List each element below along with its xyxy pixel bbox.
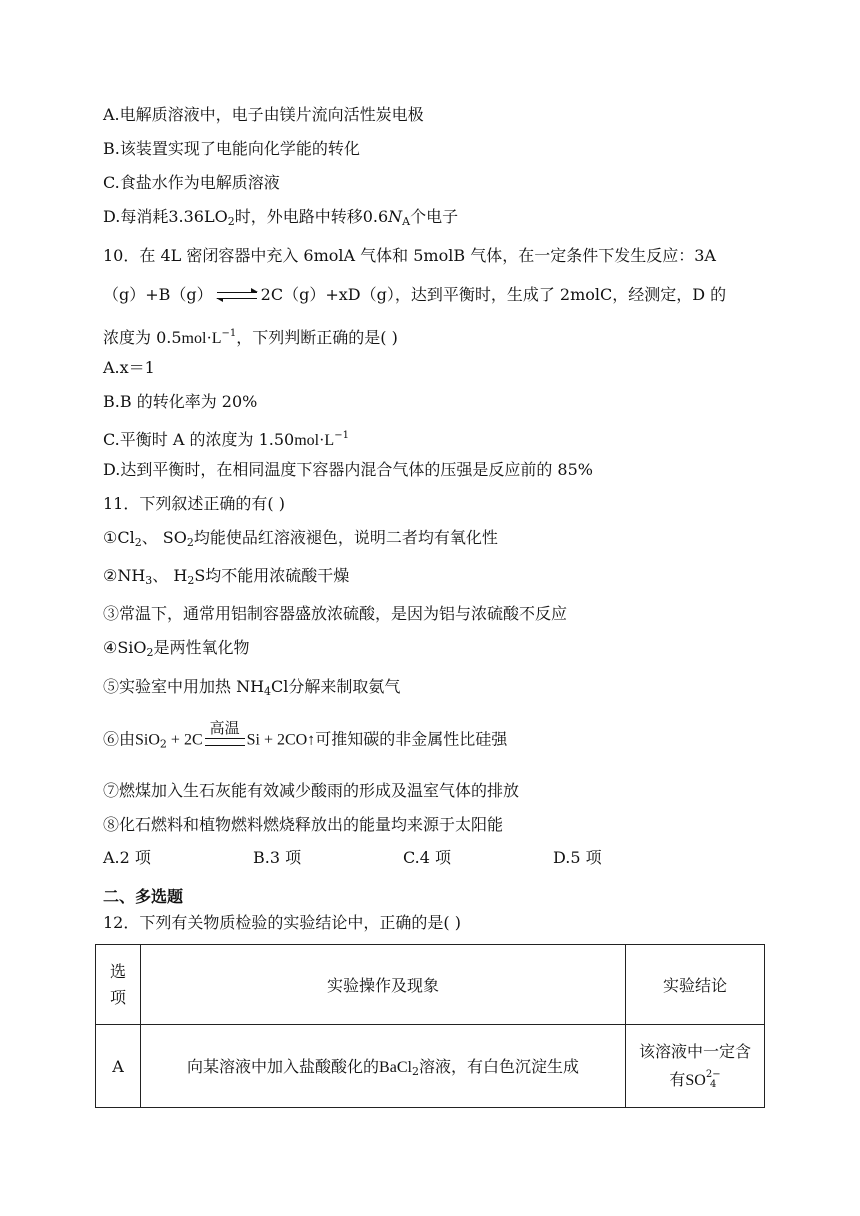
subscript: 4 [710,1079,717,1090]
q10-stem-line3 [103,323,398,350]
q11-statement-3: ③常温下，通常用铝制容器盛放浓硫酸，是因为铝与浓硫酸不反应 [103,604,568,623]
q11-statement-6 [103,719,508,756]
q12-stem: 12．下列有关物质检验的实验结论中，正确的是( ) [103,913,461,932]
text: ④SiO [103,638,147,657]
q9-option-a: A.电解质溶液中，电子由镁片流向活性炭电极 [103,105,424,124]
header-operation [141,945,626,1025]
q11-stem: 11．下列叙述正确的有( ) [103,494,285,513]
condition-label: 高温 [209,719,240,737]
header-conclusion [626,945,765,1025]
text: ，下列判断正确的是( ) [236,328,398,347]
text: 、 H [152,566,188,585]
unit: mol·L [181,330,222,347]
header-text: 项 [109,987,126,1007]
table-row [96,1025,765,1108]
section-heading: 二、多选题 [103,887,184,906]
subscript: 2 [134,536,142,549]
q11-statement-8: ⑧化石燃料和植物燃料燃烧释放出的能量均来源于太阳能 [103,815,504,834]
subscript: 4 [264,685,272,698]
text: （g）+B（g） [103,285,213,304]
row-operation [141,1025,626,1108]
q9-option-b: B.该装置实现了电能向化学能的转化 [103,139,360,158]
unit: mol·L [294,432,335,449]
cell-text: 该溶液中一定含 [638,1041,751,1061]
q10-option-d: D.达到平衡时，在相同温度下容器内混合气体的压强是反应前的 85% [103,460,593,479]
text: C.平衡时 A 的浓度为 1.50 [103,430,295,449]
text: ②NH [103,566,146,585]
q11-statement-7: ⑦燃煤加入生石灰能有效减少酸雨的形成及温室气体的排放 [103,781,520,800]
cell-text: 有 [669,1069,686,1089]
q11-choice-d: D.5 项 [553,848,602,867]
text: D.每消耗3.36LO [103,207,228,226]
q11-choice-a: A.2 项 [103,848,151,867]
text: ⑥由 [103,729,136,749]
text: 可推知碳的非金属性比硅强 [315,729,508,749]
ion-charge [706,1070,721,1090]
header-option [96,945,141,1025]
q10-option-c [103,425,349,452]
superscript: 2− [705,1069,721,1080]
subscript: 2 [146,646,154,659]
row-label [96,1025,141,1108]
q11-statement-1 [103,527,498,554]
subscript: 2 [411,1065,419,1078]
header-text: 选 [109,961,126,981]
row-conclusion [626,1025,765,1108]
header-text: 实验结论 [662,976,727,995]
q11-choice-b: B.3 项 [253,848,302,867]
subscript: 3 [145,574,153,587]
text: 2C（g）+xD（g），达到平衡时，生成了 2molC，经测定，D 的 [260,285,727,304]
formula: SO [685,1071,706,1089]
text: 个电子 [410,207,459,226]
text: Cl分解来制取氨气 [271,677,401,696]
formula: BaCl [379,1059,412,1076]
cell-text-line2 [626,1066,764,1095]
reaction-condition [205,719,245,752]
equilibrium-arrow-icon [217,289,257,303]
text: ⑤实验室中用加热 NH [103,677,265,696]
q10-stem-line1: 10．在 4L 密闭容器中充入 6molA 气体和 5molB 气体，在一定条件下发生反应：3A [103,246,716,265]
text: 浓度为 0.5 [103,328,182,347]
q12-table [95,944,765,1108]
cell-text: 溶液，有白色沉淀生成 [418,1057,579,1076]
subscript: A [402,215,411,228]
formula: + 2C [166,731,203,749]
cell-text: 向某溶液中加入盐酸酸化的 [187,1057,380,1076]
q11-statement-2 [103,565,349,592]
subscript: 2 [186,536,194,549]
cell-text: A [112,1056,124,1076]
q9-option-c: C.食盐水作为电解质溶液 [103,173,280,192]
superscript: −1 [334,430,349,441]
subscript: 2 [187,574,195,587]
text: 时，外电路中转移0.6 [234,207,389,226]
header-text: 实验操作及现象 [326,976,439,995]
q10-option-a: A.x＝1 [103,358,155,377]
q11-statement-5 [103,676,400,703]
equals-bars-icon [205,738,245,746]
q10-option-b: B.B 的转化率为 20% [103,392,258,411]
q11-statement-4 [103,637,250,664]
q10-stem-line2 [103,284,726,306]
q11-choice-c: C.4 项 [403,848,452,867]
subscript: 2 [227,215,235,228]
table-header-row [96,945,765,1025]
avogadro-symbol: N [388,207,403,226]
text: 是两性氧化物 [153,638,250,657]
text: 均能使品红溶液褪色，说明二者均有氧化性 [193,528,498,547]
text: 、 SO [141,528,187,547]
text: ①Cl [103,528,135,547]
superscript: −1 [221,328,237,339]
text: S均不能用浓硫酸干燥 [194,566,350,585]
formula: Si + 2CO↑ [246,731,316,749]
subscript: 2 [159,737,167,751]
q9-option-d [103,206,458,233]
formula: SiO [135,731,160,749]
